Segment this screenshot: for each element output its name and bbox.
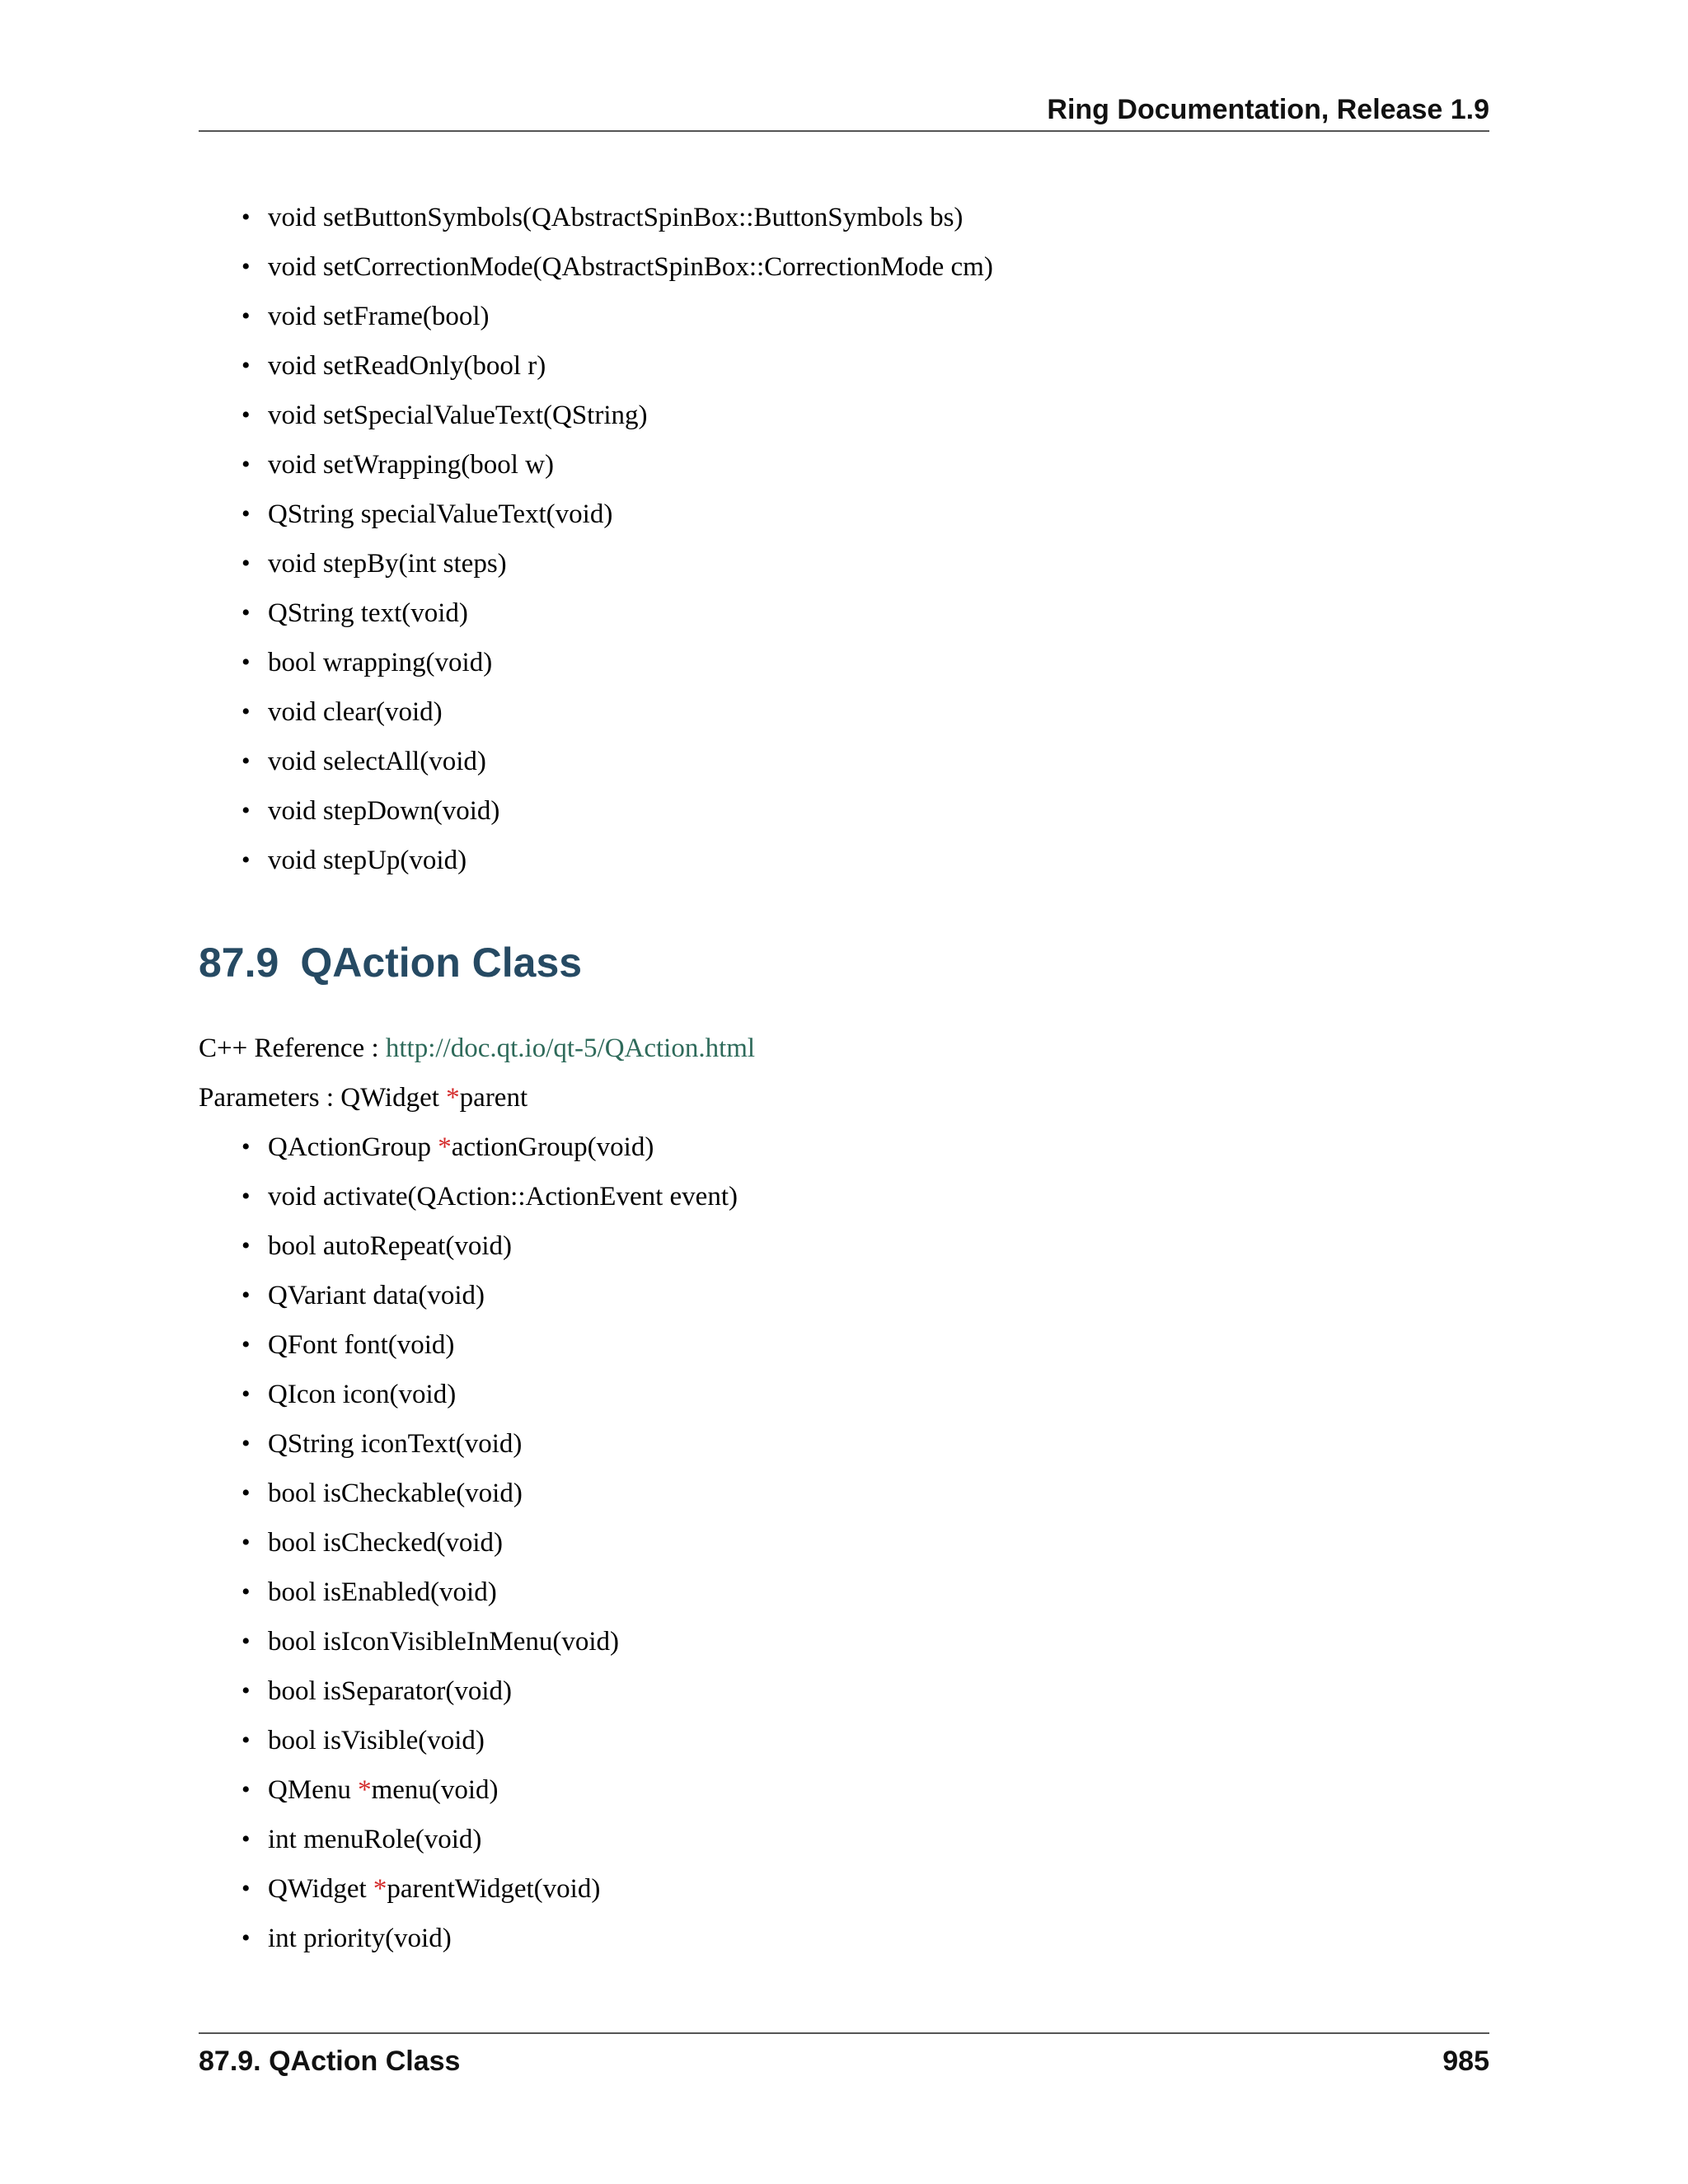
method-signature: bool isEnabled(void) — [268, 1577, 497, 1607]
method-signature: void setCorrectionMode(QAbstractSpinBox::CorrectionMode cm) — [268, 252, 993, 282]
method-signature: void stepUp(void) — [268, 846, 467, 875]
bullet-icon: • — [241, 1232, 251, 1259]
parameters-line — [199, 1080, 528, 1116]
bullet-icon: • — [241, 1628, 251, 1655]
list-item — [241, 547, 993, 597]
list-item — [241, 1823, 738, 1872]
method-signature: bool isIconVisibleInMenu(void) — [268, 1627, 620, 1657]
method-signature: bool isVisible(void) — [268, 1726, 485, 1755]
bullet-icon: • — [241, 1331, 251, 1358]
bullet-icon: • — [241, 1924, 251, 1952]
bullet-icon: • — [241, 1282, 251, 1309]
page-footer — [199, 2032, 1489, 2083]
method-signature: int menuRole(void) — [268, 1825, 482, 1854]
pointer-star: * — [358, 1775, 372, 1805]
method-signature: QString iconText(void) — [268, 1429, 523, 1459]
bullet-icon: • — [241, 1727, 251, 1754]
method-signature: bool wrapping(void) — [268, 648, 493, 677]
list-item — [241, 1576, 738, 1625]
bullet-icon: • — [241, 748, 251, 775]
list-item — [241, 1279, 738, 1329]
method-signature: QWidget — [268, 1874, 373, 1904]
method-name: parentWidget(void) — [387, 1874, 601, 1904]
method-signature: int priority(void) — [268, 1924, 452, 1953]
method-signature: void setFrame(bool) — [268, 302, 490, 331]
pointer-star: * — [373, 1874, 387, 1904]
list-item — [241, 251, 993, 300]
method-list-qaction — [241, 1131, 738, 1971]
bullet-icon: • — [241, 401, 251, 429]
bullet-icon: • — [241, 204, 251, 231]
list-item — [241, 794, 993, 844]
bullet-icon: • — [241, 550, 251, 577]
footer-section-label: 87.9. QAction Class — [199, 2046, 461, 2077]
method-signature: void setWrapping(bool w) — [268, 450, 554, 480]
method-name: menu(void) — [371, 1775, 499, 1805]
bullet-icon: • — [241, 451, 251, 478]
bullet-icon: • — [241, 599, 251, 626]
list-item — [241, 1724, 738, 1774]
list-item — [241, 597, 993, 646]
list-item — [241, 399, 993, 448]
list-item — [241, 1774, 738, 1823]
list-item — [241, 1526, 738, 1576]
list-item — [241, 201, 993, 251]
parameters-label: Parameters : QWidget — [199, 1083, 447, 1113]
list-item — [241, 300, 993, 349]
bullet-icon: • — [241, 1578, 251, 1605]
list-item — [241, 448, 993, 498]
bullet-icon: • — [241, 253, 251, 280]
method-signature: QString text(void) — [268, 598, 468, 628]
list-item — [241, 844, 993, 893]
section-title: QAction Class — [300, 940, 583, 986]
bullet-icon: • — [241, 1479, 251, 1507]
section-number: 87.9 — [199, 940, 279, 986]
method-signature: QIcon icon(void) — [268, 1380, 457, 1409]
document-title: Ring Documentation, Release 1.9 — [1047, 94, 1489, 125]
pointer-star: * — [446, 1083, 460, 1113]
list-item — [241, 349, 993, 399]
page-header — [199, 92, 1489, 132]
bullet-icon: • — [241, 302, 251, 330]
method-signature: void setButtonSymbols(QAbstractSpinBox::ButtonSymbols bs) — [268, 203, 964, 232]
bullet-icon: • — [241, 1875, 251, 1902]
method-list-spinbox — [241, 201, 993, 893]
method-signature: void activate(QAction::ActionEvent event) — [268, 1182, 738, 1212]
cpp-reference — [199, 1030, 755, 1066]
list-item — [241, 1230, 738, 1279]
list-item — [241, 1427, 738, 1477]
list-item — [241, 1477, 738, 1526]
bullet-icon: • — [241, 698, 251, 725]
section-heading — [199, 936, 582, 989]
bullet-icon: • — [241, 1430, 251, 1457]
list-item — [241, 1922, 738, 1971]
bullet-icon: • — [241, 846, 251, 874]
method-signature: bool isChecked(void) — [268, 1528, 504, 1558]
bullet-icon: • — [241, 1380, 251, 1408]
bullet-icon: • — [241, 649, 251, 676]
list-item — [241, 646, 993, 696]
bullet-icon: • — [241, 1133, 251, 1160]
method-signature: void setReadOnly(bool r) — [268, 351, 546, 381]
method-signature: void clear(void) — [268, 697, 443, 727]
bullet-icon: • — [241, 1529, 251, 1556]
list-item — [241, 696, 993, 745]
list-item — [241, 745, 993, 794]
list-item — [241, 1625, 738, 1675]
bullet-icon: • — [241, 1677, 251, 1704]
list-item — [241, 1675, 738, 1724]
method-signature: bool isSeparator(void) — [268, 1676, 513, 1706]
list-item — [241, 1378, 738, 1427]
bullet-icon: • — [241, 1183, 251, 1210]
method-signature: QString specialValueText(void) — [268, 499, 613, 529]
method-signature: QFont font(void) — [268, 1330, 455, 1360]
list-item — [241, 1329, 738, 1378]
cpp-reference-label: C++ Reference : — [199, 1033, 386, 1063]
bullet-icon: • — [241, 352, 251, 379]
list-item — [241, 1131, 738, 1180]
method-signature: void stepBy(int steps) — [268, 549, 507, 579]
method-signature: QMenu — [268, 1775, 359, 1805]
method-signature: void setSpecialValueText(QString) — [268, 401, 648, 430]
bullet-icon: • — [241, 797, 251, 824]
page-number: 985 — [1442, 2046, 1489, 2077]
method-signature: QActionGroup — [268, 1132, 438, 1162]
method-signature: QVariant data(void) — [268, 1281, 485, 1310]
pointer-star: * — [438, 1132, 452, 1162]
method-signature: void selectAll(void) — [268, 747, 486, 776]
method-signature: bool isCheckable(void) — [268, 1479, 523, 1508]
method-name: actionGroup(void) — [451, 1132, 654, 1162]
list-item — [241, 1872, 738, 1922]
cpp-reference-link[interactable]: http://doc.qt.io/qt-5/QAction.html — [385, 1033, 756, 1063]
method-signature: bool autoRepeat(void) — [268, 1231, 513, 1261]
list-item — [241, 498, 993, 547]
parameters-name: parent — [459, 1083, 528, 1113]
bullet-icon: • — [241, 1776, 251, 1803]
method-signature: void stepDown(void) — [268, 796, 500, 826]
list-item — [241, 1180, 738, 1230]
bullet-icon: • — [241, 1825, 251, 1853]
bullet-icon: • — [241, 500, 251, 527]
